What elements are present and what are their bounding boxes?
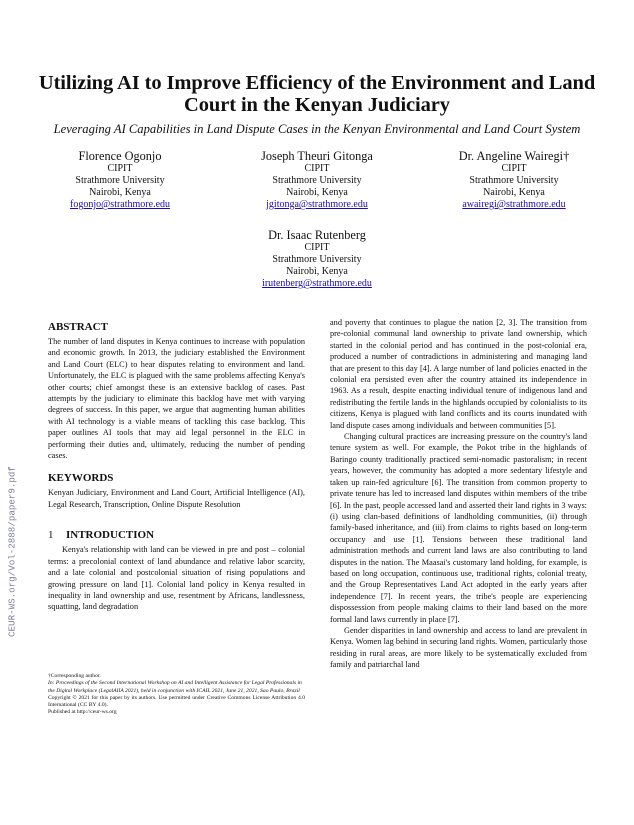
intro-paragraph-3: Gender disparities in land ownership and access to land are prevalent in Kenya. Women lag behind in securing land rights. Women, particularly those residing in rural areas, are more likely to be systematically excluded from family and patriarchal land [330, 625, 587, 670]
section-title: INTRODUCTION [66, 529, 155, 542]
author-block [227, 149, 407, 211]
page-sidebar-id: CEUR-WS.org/Vol-2888/paper9.pdf [6, 466, 18, 637]
author-email-link[interactable]: awairegi@strathmore.edu [462, 199, 566, 210]
paper-title-line-1: Utilizing AI to Improve Efficiency of the Environment and Land [38, 72, 596, 94]
author-org: CIPIT [501, 163, 527, 174]
proceedings-note: In: Proceedings of the Second International Workshop on AI and Intelligent Assistance for Legal Professionals in the Digital Workplace (LegalAIIA 2021), held in conjunction with ICAIL 2021, June 21, 2021, Sao Paulo, Brazil [48, 680, 302, 694]
paper-subtitle: Leveraging AI Capabilities in Land Dispute Cases in the Kenyan Environmental and Land Court System [53, 122, 581, 136]
right-column [330, 317, 587, 671]
introduction-heading [48, 528, 305, 542]
intro-paragraph-1-cont: and poverty that continues to plague the nation [2, 3]. The transition from pre-colonial communal land ownership to private land ownership, which started in the colonial period and has continued in the post-colonial era, produced a number of contradictions in administering and managing land that are present to this day [4]. A large number of land policies enacted in the colonial era persisted even after the country attained its independence in 1963. As a result, despite enacting individual tenure of indigenous land and redistributing the fertile lands in the highlands occupied by colonialists to its citizens, Kenya is plagued with land conflicts and its courts inundated with land dispute cases among individuals and between communities [5]. [330, 318, 587, 430]
keywords-text: Kenyan Judiciary, Environment and Land Court, Artificial Intelligence (AI), Legal Research, Transcription, Online Dispute Resolution [48, 488, 305, 509]
author-org: CIPIT [304, 242, 330, 253]
author-email-link[interactable]: fogonjo@strathmore.edu [69, 199, 171, 210]
published-note: Published at http://ceur-ws.org [48, 709, 117, 716]
author-block [227, 228, 407, 290]
author-block [30, 149, 210, 211]
paper-title [30, 72, 604, 116]
keywords-heading: KEYWORDS [48, 472, 114, 485]
author-university: Strathmore University [469, 175, 559, 186]
intro-paragraph-2: Changing cultural practices are increasing pressure on the country's land tenure system as well. For example, the Pokot tribe in the highlands of Baringo county traditionally practiced semi-nomadic pastoralism; in recent years, however, the community has adopted a more sedentary lifestyle and taken up rain-fed agriculture [6]. The transition from common property to private tenure has led to increased land disputes within members of the tribe [6]. In the past, people accessed land and asserted their land rights in 3 ways: (i) using clan-based definitions of landholding communities, (ii) through family-based inheritance, and (iii) from claims to rights based on long-term occupancy and use [1]. Tensions between these traditional land administration methods and current land laws are also contributing to land disputes in the nation. The Maasai's customary land holding, for example, is based on long occupation, continuous use, traditional rights, colonial treaty, and the Group Representatives Land Act adopted in the early years after independence [7]. In recent years, the tribe's people are experiencing dispossession from people making claims to their land based on the more formal land laws currently in place [7]. [330, 432, 587, 624]
author-email-link[interactable]: irutenberg@strathmore.edu [262, 278, 372, 289]
author-name: Dr. Isaac Rutenberg [268, 228, 366, 242]
paper-title-line-2: Court in the Kenyan Judiciary [184, 94, 450, 116]
author-name: Joseph Theuri Gitonga [261, 149, 373, 163]
corresponding-author-note: †Corresponding author. [48, 673, 101, 679]
author-email-link[interactable]: jgitonga@strathmore.edu [266, 199, 368, 210]
author-org: CIPIT [107, 163, 133, 174]
footnotes [48, 673, 305, 717]
author-location: Nairobi, Kenya [286, 187, 348, 198]
author-name: Dr. Angeline Wairegi† [458, 149, 570, 163]
abstract-heading: ABSTRACT [48, 321, 108, 333]
intro-paragraph-1: Kenya's relationship with land can be viewed in pre and post – colonial terms: a precolonial context of land abundance and relative labor scarcity, and a late colonial and postcolonial situation of rising populations and growing pressure on land [1]. Colonial land policy in Kenya resulted in inequality in land ownership and use, resentment by Africans, landlessness, squatting, land degradation [48, 545, 305, 612]
author-org: CIPIT [304, 163, 330, 174]
author-location: Nairobi, Kenya [286, 266, 348, 277]
left-column [48, 320, 305, 613]
copyright-note: Copyright © 2021 for this paper by its authors. Use permitted under Creative Commons License Attribution 4.0 International (CC BY 4.0). [48, 694, 305, 709]
abstract-text: The number of land disputes in Kenya continues to increase with population and economic growth. In 2013, the judiciary established the Environment and Land Court (ELC) to hear disputes relating to environment and land. Unfortunately, the ELC is plagued with the same problems affecting Kenya's other courts; chief amongst these is an extensive backlog of cases. Past attempts by the judiciary to eliminate this backlog have met with varying degrees of success. In this paper, we argue that augmenting human abilities with AI technology is a viable means of tackling this case backlog. This paper outlines AI tools that may aid legal personnel in the ELC in performing their duties and, ultimately, reducing the number of pending cases. [48, 337, 305, 461]
section-number: 1 [48, 529, 54, 542]
author-location: Nairobi, Kenya [89, 187, 151, 198]
author-block [424, 149, 604, 211]
author-university: Strathmore University [75, 175, 165, 186]
author-university: Strathmore University [272, 175, 362, 186]
author-university: Strathmore University [272, 254, 362, 265]
author-name: Florence Ogonjo [78, 149, 162, 163]
author-location: Nairobi, Kenya [483, 187, 545, 198]
